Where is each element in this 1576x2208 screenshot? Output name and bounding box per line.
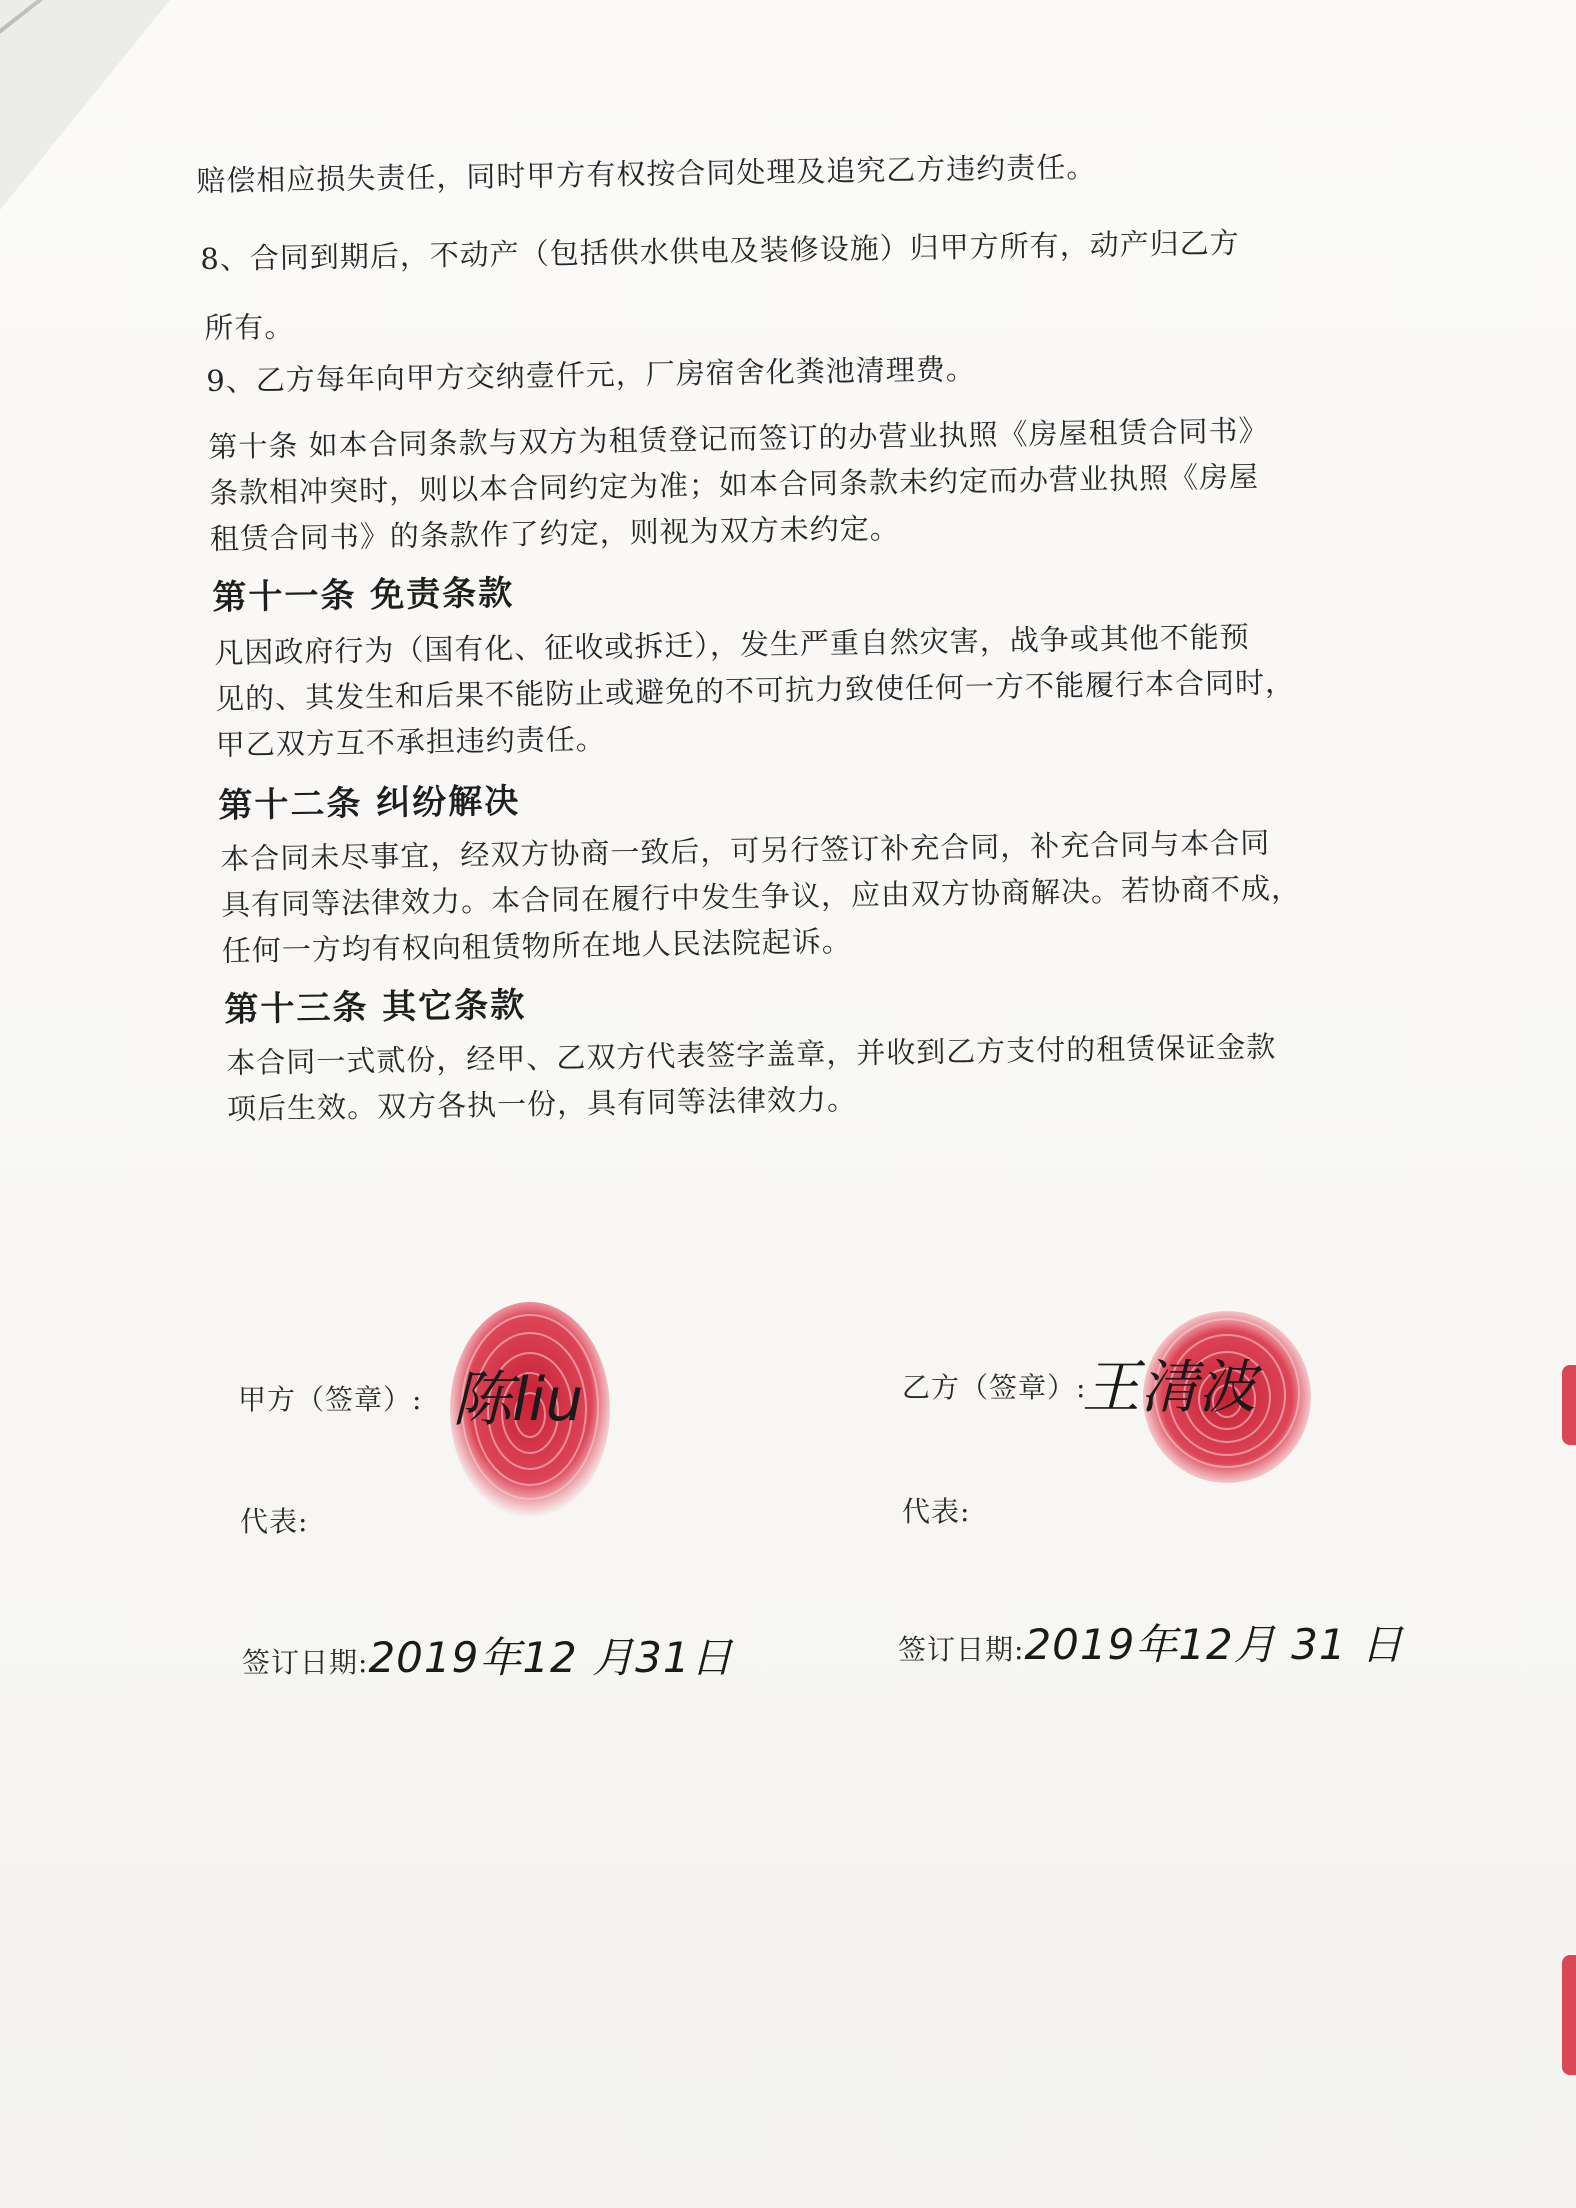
party-b-date-label: 签订日期: [898,1633,1025,1666]
article-11-body [214,613,1296,768]
party-b-date [898,1612,1404,1672]
party-b-date-value: 2019年12月 31 日 [1024,1620,1404,1669]
article-12-line: 本合同未尽事宜，经双方协商一致后，可另行签订补充合同，补充合同与本合同 [220,825,1271,876]
party-b-rep-label: 代表: [902,1495,971,1528]
article-12-line: 任何一方均有权向租赁物所在地人民法院起诉。 [221,924,853,968]
article-13-line: 项后生效。双方各执一份，具有同等法律效力。 [226,1082,858,1126]
article-10 [208,407,1270,562]
article-12-heading: 第十二条 纠纷解决 [218,781,521,826]
article-13-heading: 第十三条 其它条款 [224,985,527,1030]
article-10-line: 第十条 如本合同条款与双方为租赁登记而签订的办营业执照《房屋租赁合同书》 [208,413,1269,464]
article-11-line: 凡因政府行为（国有化、征收或拆迁），发生严重自然灾害，战争或其他不能预 [214,619,1251,670]
party-b-signature: 王清波 [1082,1353,1257,1421]
edge-stamp-mark [1562,1365,1576,1445]
article-11-heading: 第十一条 免责条款 [212,573,515,618]
party-a-date [242,1625,734,1685]
party-a-date-value: 2019年12 月31日 [368,1633,734,1682]
clause-8: 8、合同到期后，不动产（包括供水供电及装修设施）归甲方所有，动产归乙方 [200,225,1240,276]
article-13-line: 本合同一式贰份，经甲、乙双方代表签字盖章，并收到乙方支付的租赁保证金款 [226,1029,1277,1080]
party-a-rep-label: 代表: [240,1505,309,1538]
party-a-date-label: 签订日期: [242,1646,369,1679]
party-a-label: 甲方（签章）: [238,1383,423,1416]
article-10-line: 条款相冲突时，则以本合同约定为准；如本合同条款未约定而办营业执照《房屋 [208,459,1260,510]
article-11-line: 见的、其发生和后果不能防止或避免的不可抗力致使任何一方不能履行本合同时， [214,665,1296,716]
folded-corner [0,0,170,210]
article-10-line: 租赁合同书》的条款作了约定，则视为双方未约定。 [209,511,901,556]
article-12-body [220,819,1302,974]
clause-7-tail: 赔偿相应损失责任，同时甲方有权按合同处理及追究乙方违约责任。 [196,149,1097,198]
party-b-label: 乙方（签章）: [902,1371,1087,1404]
party-a-signature: 陈liu [452,1365,584,1435]
clause-9: 9、乙方每年向甲方交纳壹仟元，厂房宿舍化粪池清理费。 [206,351,976,398]
article-12-line: 具有同等法律效力。本合同在履行中发生争议，应由双方协商解决。若协商不成， [220,871,1302,922]
edge-stamp-mark [1562,1955,1576,2075]
clause-8-cont: 所有。 [204,309,295,345]
article-11-line: 甲乙双方互不承担违约责任。 [215,721,607,762]
article-13-body [226,1024,1277,1132]
